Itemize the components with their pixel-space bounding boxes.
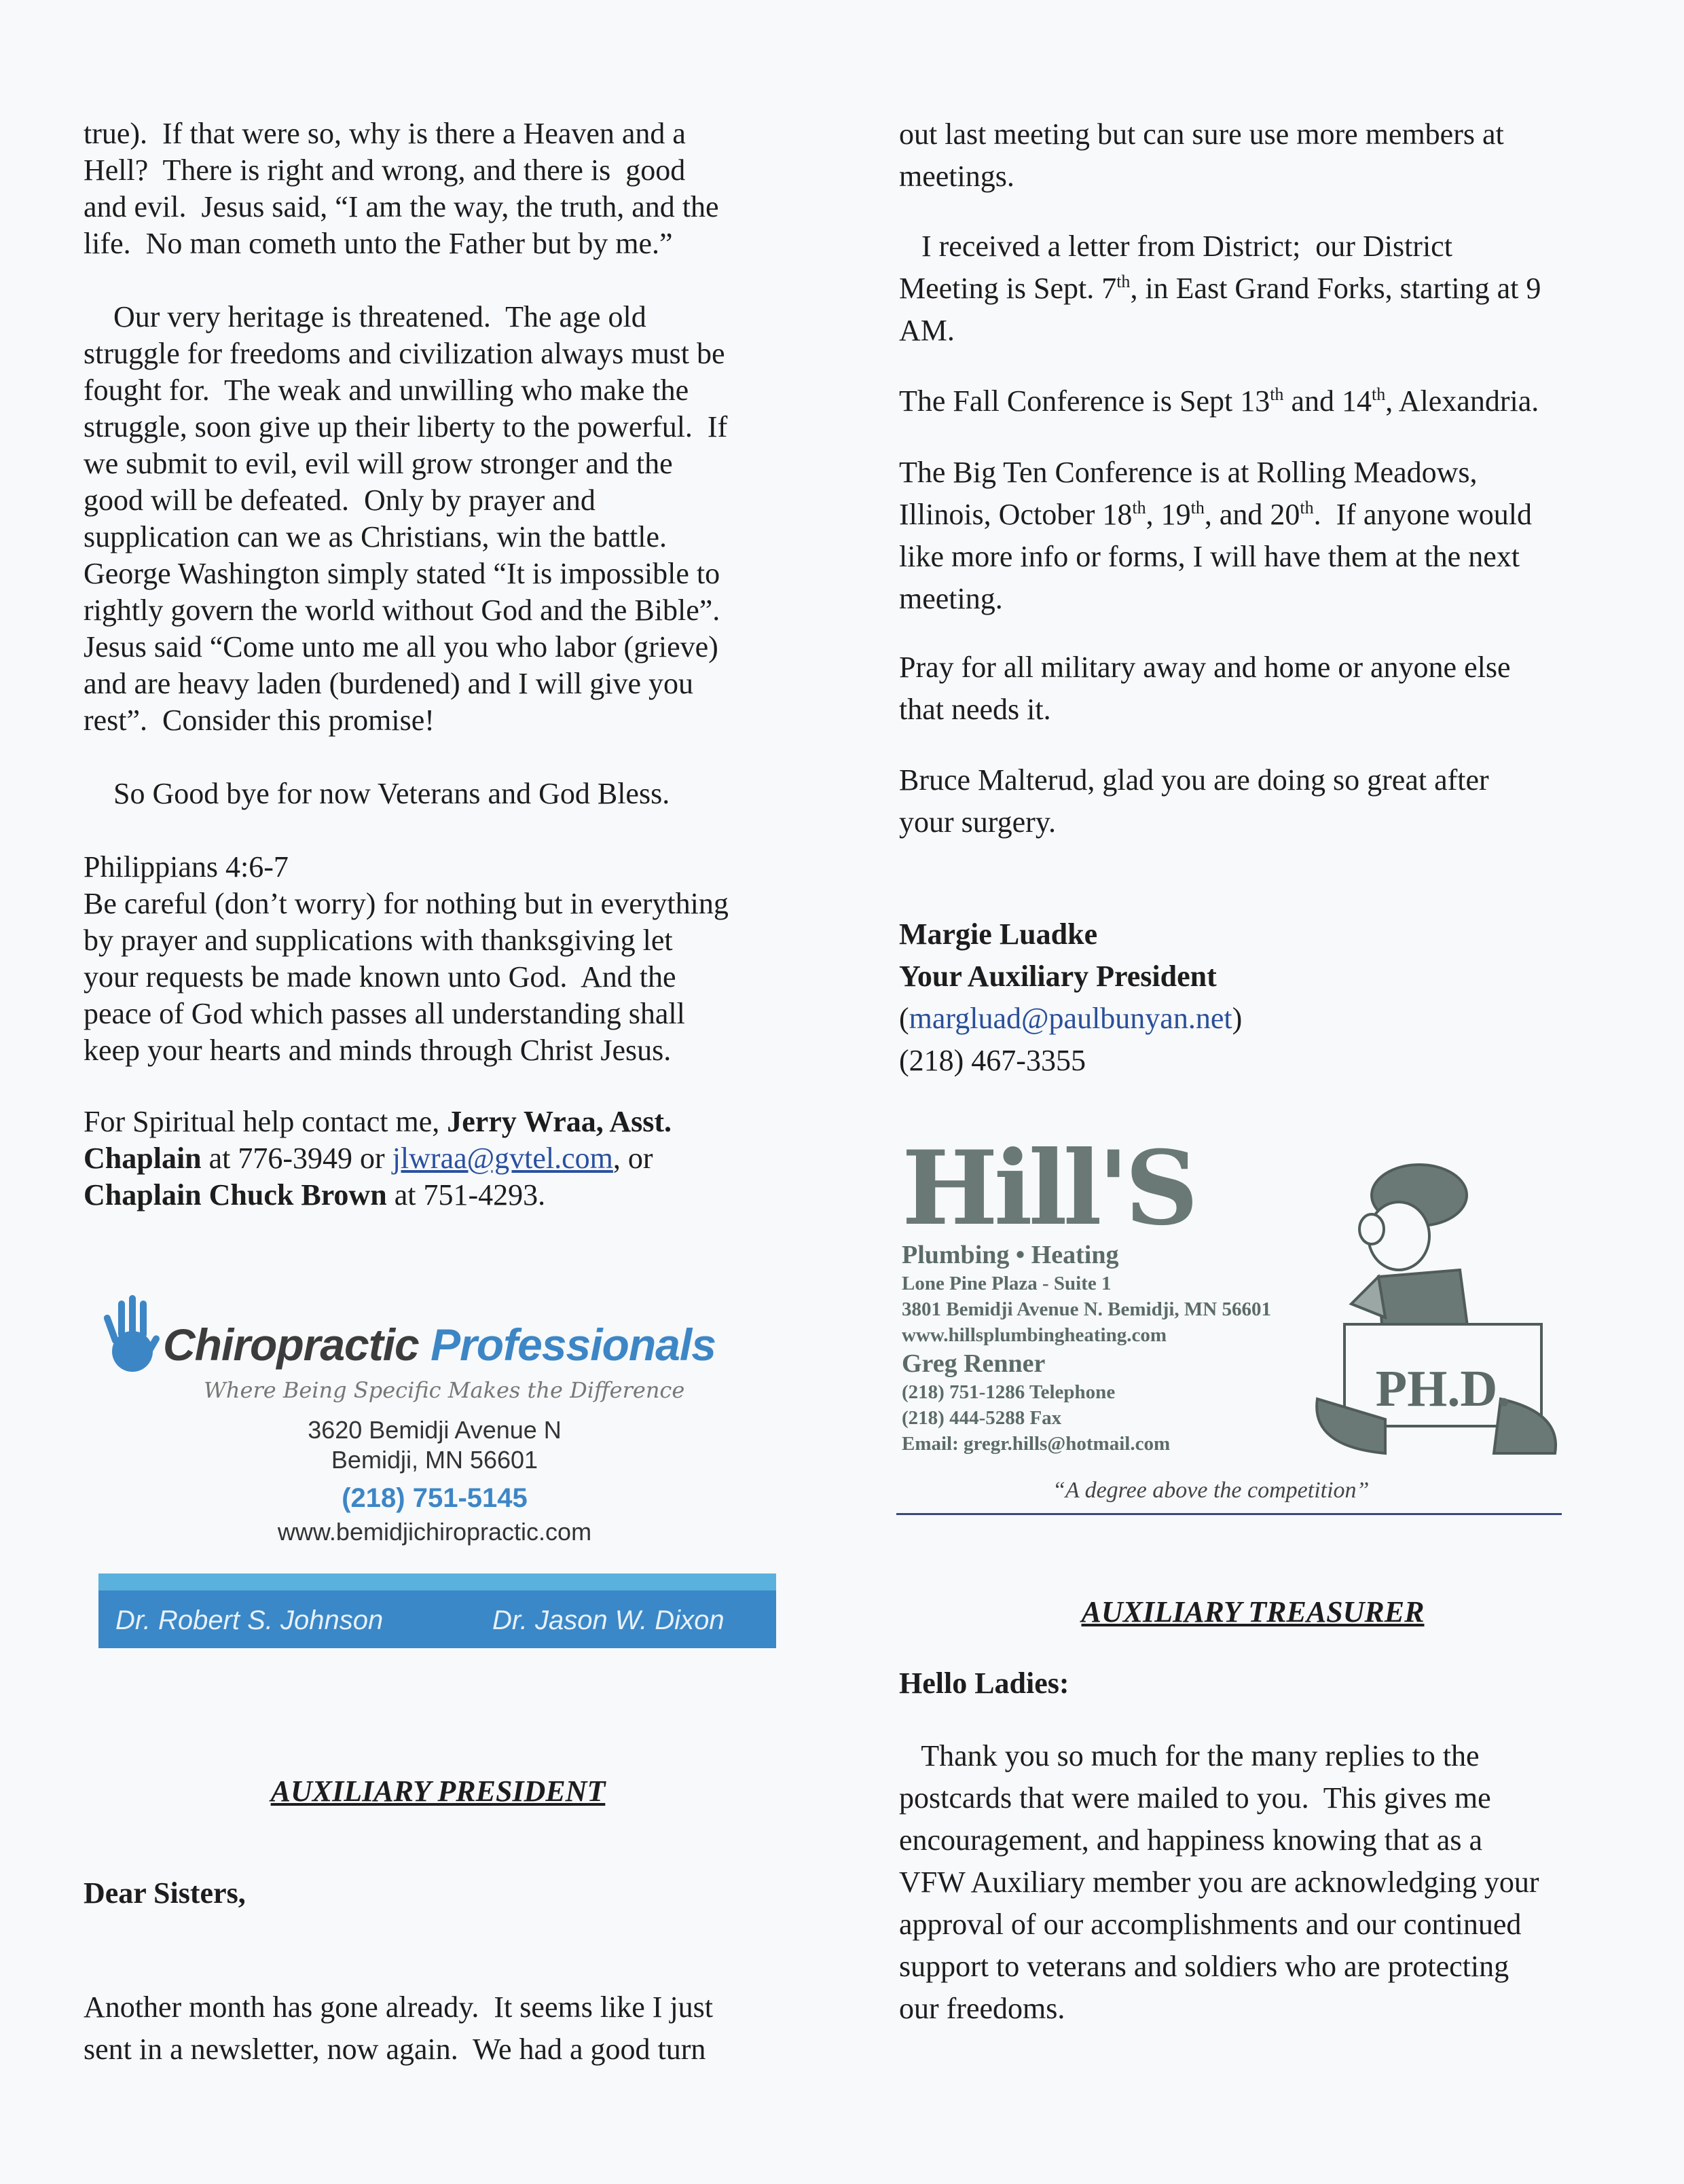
hills-plumbing-ad [896, 1129, 1575, 1521]
text: , Alexandria. [1385, 384, 1539, 418]
doctor-1: Dr. Robert S. Johnson [115, 1605, 384, 1635]
handprint-icon [102, 1294, 163, 1375]
chiro-address-2: Bemidji, MN 56601 [331, 1446, 538, 1474]
blue-stripe [98, 1573, 776, 1590]
signature-phone: (218) 467-3355 [899, 1044, 1086, 1077]
text: and 14 [1283, 384, 1372, 418]
asst-chaplain-title: Chaplain [84, 1142, 202, 1175]
paragraph-pray: Pray for all military away and home or anyone else that needs it. [899, 651, 1511, 726]
ordinal: th [1190, 498, 1205, 517]
hills-address-1: Lone Pine Plaza - Suite 1 [902, 1273, 1112, 1294]
signature-email[interactable]: margluad@paulbunyan.net [909, 1002, 1232, 1035]
hills-logo: Hill'S [902, 1129, 1194, 1248]
text: , in East Grand Forks, starting at 9 AM. [899, 272, 1541, 347]
paragraph-fall-conference [899, 380, 1539, 422]
hills-email: Email: gregr.hills@hotmail.com [902, 1433, 1171, 1455]
chiro-phone: (218) 751-5145 [342, 1483, 528, 1513]
hills-website: www.hillsplumbingheating.com [902, 1324, 1167, 1346]
greeting-hello-ladies: Hello Ladies: [899, 1667, 1069, 1700]
paragraph-bruce: Bruce Malterud, glad you are doing so great after your surgery. [899, 763, 1489, 839]
text: . If anyone would like more info or forms, I will have them at the next meeting. [899, 498, 1532, 615]
ordinal: th [1132, 498, 1146, 517]
text: I received a letter from District; our District Meeting is Sept. 7 [899, 230, 1452, 305]
chaplain-email-link[interactable]: jlwraa@gvtel.com [392, 1142, 613, 1175]
chiro-address-1: 3620 Bemidji Avenue N [308, 1416, 562, 1444]
signature-name: Margie Luadke [899, 917, 1098, 951]
phd-badge: PH.D. [1375, 1360, 1511, 1417]
chiro-website: www.bemidjichiropractic.com [277, 1518, 592, 1546]
chiropractic-brand [163, 1321, 716, 1368]
hills-phone: (218) 751-1286 Telephone [902, 1381, 1116, 1403]
hills-address-2: 3801 Bemidji Avenue N. Bemidji, MN 56601 [902, 1298, 1271, 1320]
text: at 776-3949 or [201, 1142, 392, 1175]
hills-services: Plumbing • Heating [902, 1241, 1119, 1269]
paragraph-heaven-hell: true). If that were so, why is there a Heaven and a Hell? There is right and wrong, and there is good and evil. Jesus said, “I am the way, the truth, and the life. No man cometh unto the Father but by me.” [84, 117, 719, 260]
signature-block: Margie Luadke Your Auxiliary President (margluad@paulbunyan.net) (218) 467-3355 [899, 917, 1243, 1077]
paragraph-district-meeting [899, 225, 1541, 352]
chaplain-name: Chaplain Chuck Brown [84, 1178, 387, 1212]
paragraph-big-ten [899, 452, 1532, 620]
paragraph-goodbye: So Good bye for now Veterans and God Bless. [84, 777, 670, 810]
text: The Fall Conference is Sept 13 [899, 384, 1270, 418]
ordinal: th [1371, 384, 1386, 404]
auxiliary-treasurer-heading: AUXILIARY TREASURER [1081, 1595, 1425, 1628]
ordinal: th [1300, 498, 1314, 517]
brand-word-2: Professionals [431, 1320, 716, 1370]
text: The Big Ten Conference is at Rolling Meadows, Illinois, October 18 [899, 456, 1478, 531]
paragraph-turnout: out last meeting but can sure use more members at meetings. [899, 117, 1504, 193]
doctor-2: Dr. Jason W. Dixon [492, 1605, 725, 1635]
text: , or [612, 1142, 653, 1175]
divider [896, 1513, 1562, 1515]
paragraph-heritage: Our very heritage is threatened. The age old struggle for freedoms and civilization always must be fought for. The weak and unwilling who make the struggle, soon give up their liberty to the powerful. If we submit to evil, evil will grow stronger and the good will be defeated. Only by prayer and supplication can we as Christians, win the battle. George Washington simply stated “It is impossible to rightly govern the world without God and the Bible”. Jesus said “Come unto me all you who labor (grieve) and are heavy laden (burdened) and I will give you rest”. Consider this promise! [84, 300, 728, 737]
chiro-tagline: Where Being Specific Makes the Difference [204, 1377, 685, 1403]
ordinal: th [1116, 272, 1131, 291]
paragraph-philippians: Philippians 4:6-7 Be careful (don’t worry) for nothing but in everything by prayer and supplications with thanksgiving let your requests be made known unto God. And the peace of God which passes all understanding shall keep your hearts and minds through Christ Jesus. [84, 850, 729, 1067]
chiropractic-ad [95, 1280, 781, 1650]
text: For Spiritual help contact me, [84, 1105, 447, 1138]
asst-chaplain-name: Jerry Wraa, Asst. [447, 1105, 672, 1138]
plumber-mascot-icon [1304, 1154, 1569, 1467]
paragraph-spiritual-help [84, 1104, 672, 1214]
ordinal: th [1270, 384, 1284, 404]
hills-motto: “A degree above the competition” [1052, 1478, 1370, 1503]
text: , and 20 [1204, 498, 1300, 531]
auxiliary-president-heading: AUXILIARY PRESIDENT [270, 1774, 606, 1808]
text: , 19 [1146, 498, 1191, 531]
signature-title: Your Auxiliary President [899, 960, 1217, 993]
text: at 751-4293. [386, 1178, 546, 1212]
paragraph-another-month: Another month has gone already. It seems like I just sent in a newsletter, now again. We had a good turn [84, 1990, 714, 2066]
hills-contact: Greg Renner [902, 1349, 1046, 1378]
paragraph-thank-you: Thank you so much for the many replies to the postcards that were mailed to you. This gives me encouragement, and happiness knowing that as a VFW Auxiliary member you are acknowledging your approval of our accomplishments and our continued support to veterans and soldiers who are protecting our freedoms. [899, 1739, 1539, 2025]
greeting-dear-sisters: Dear Sisters, [84, 1876, 246, 1910]
hills-fax: (218) 444-5288 Fax [902, 1407, 1062, 1429]
brand-word-1: Chiropractic [163, 1320, 419, 1370]
